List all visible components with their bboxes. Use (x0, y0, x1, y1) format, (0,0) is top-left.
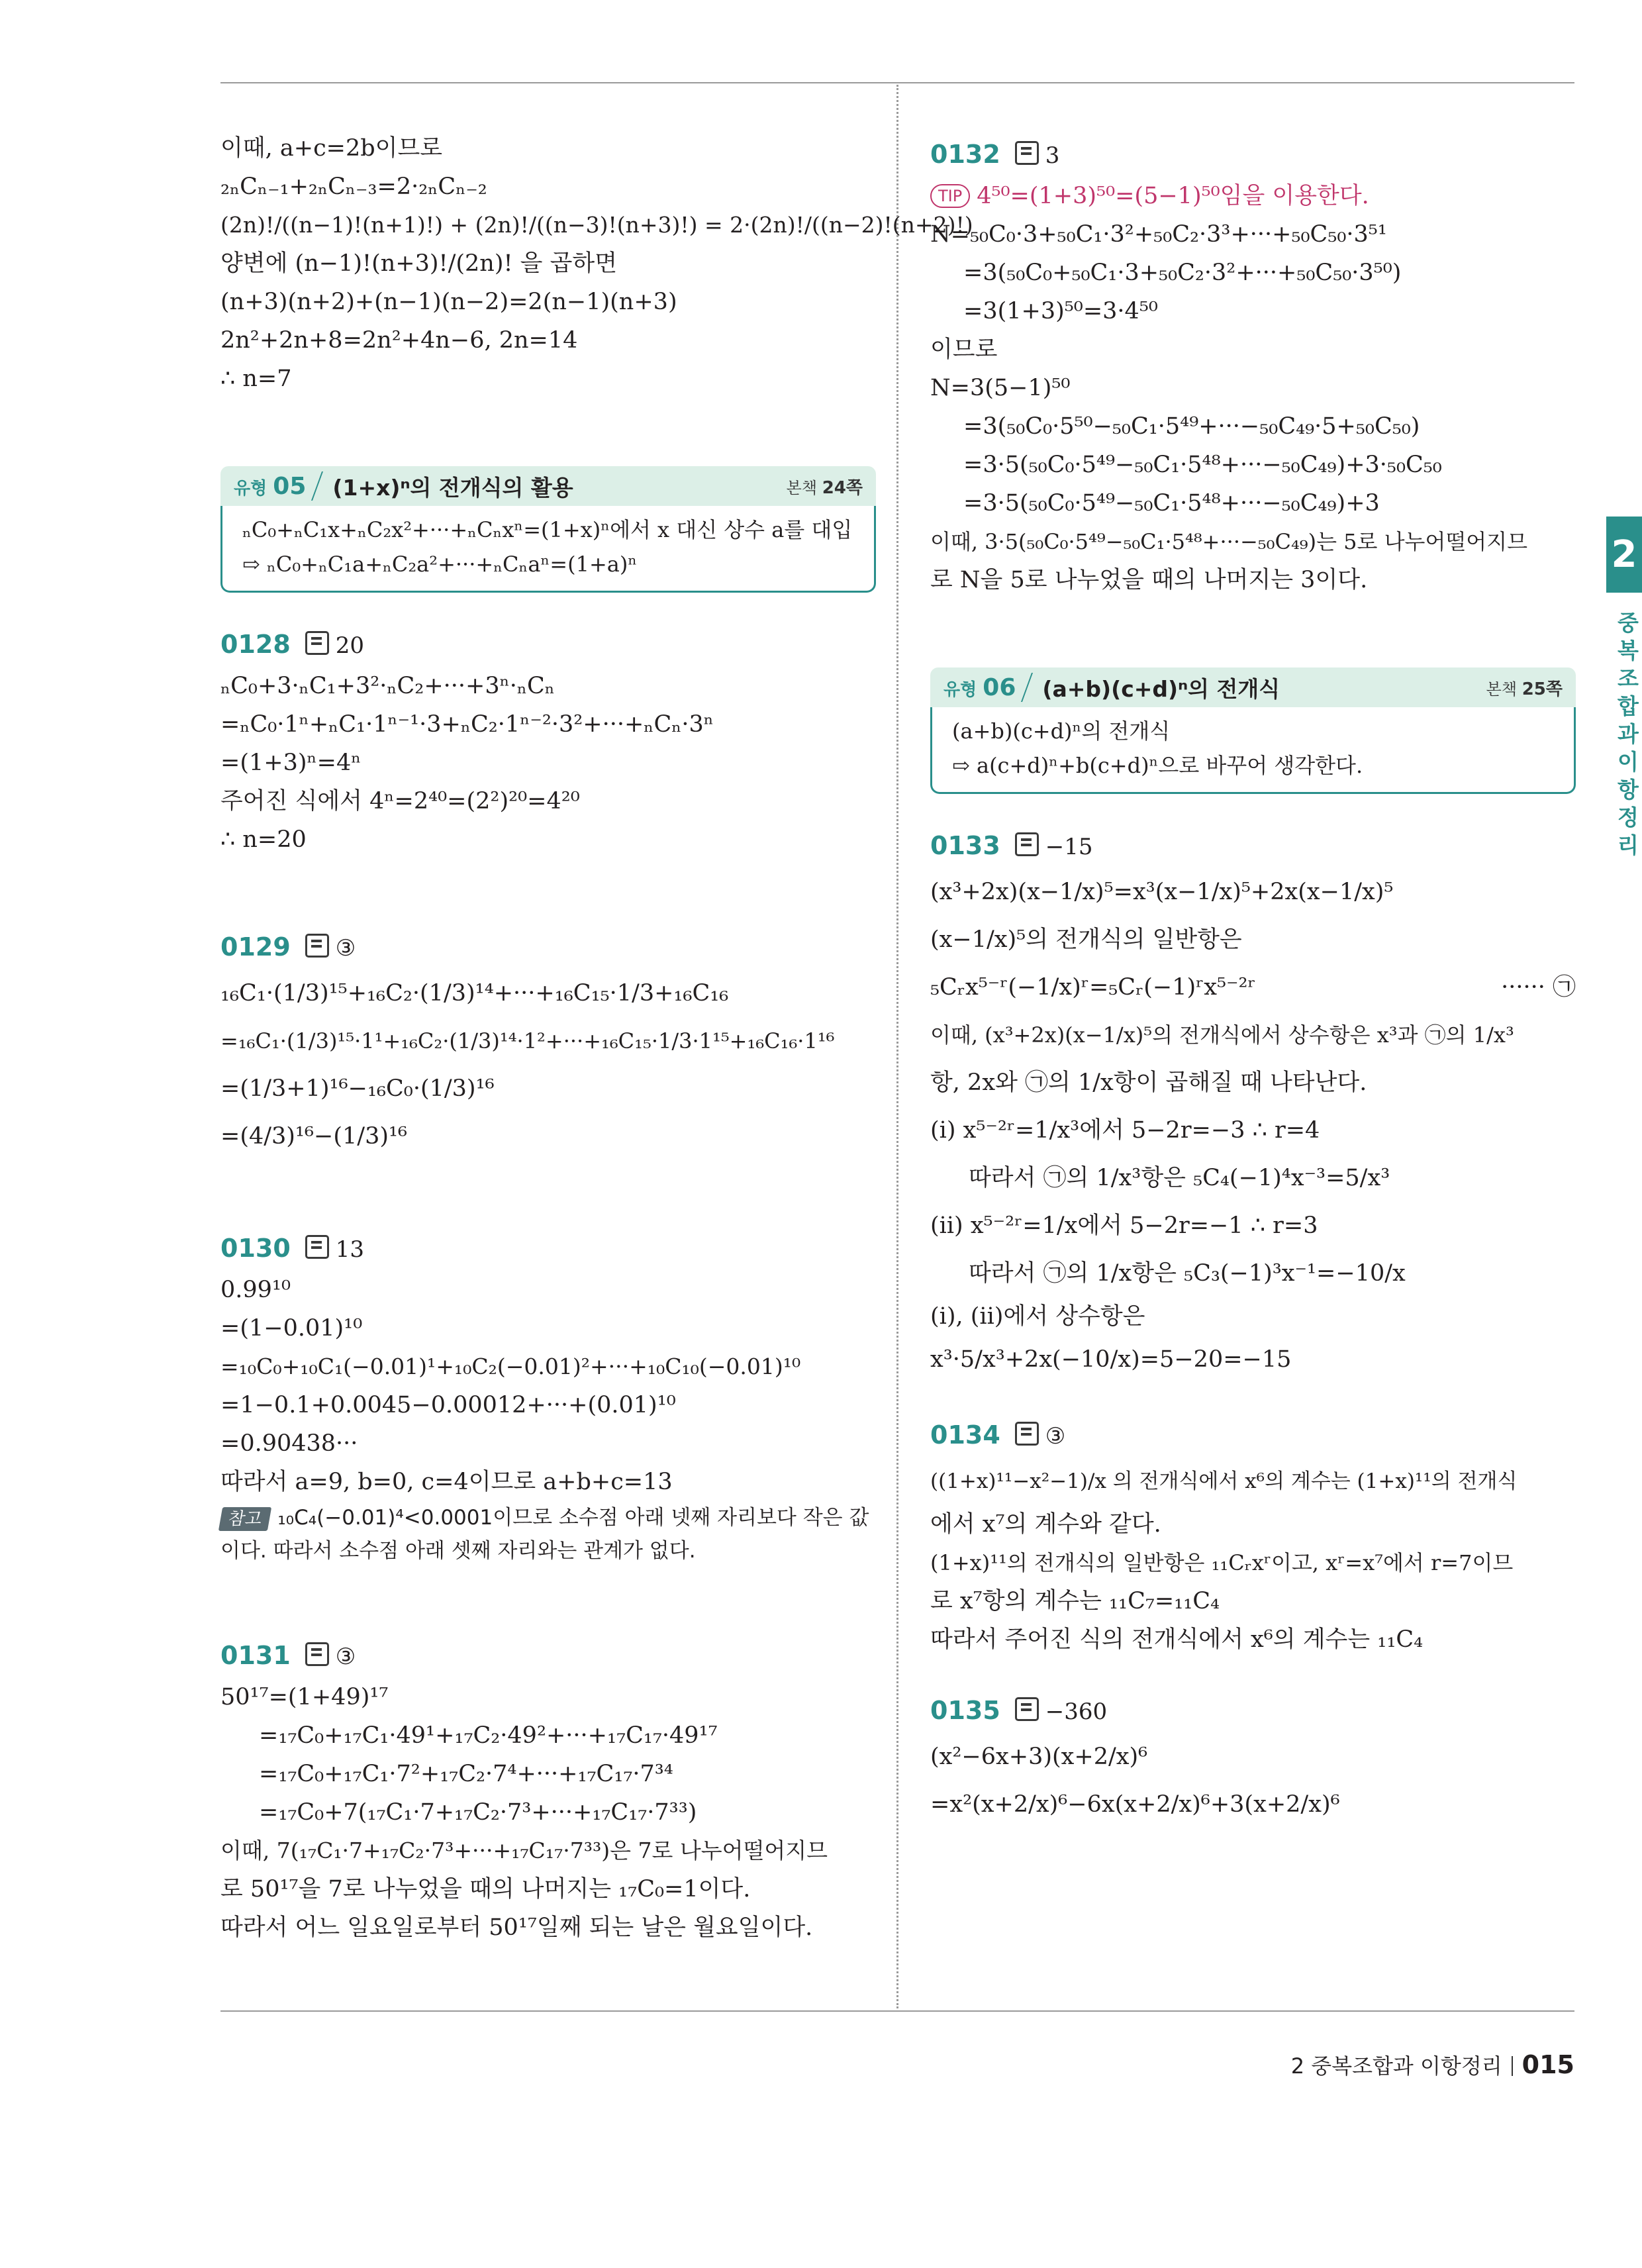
chapter-tab-label: 중복조합과 이항정리 (1618, 610, 1639, 858)
type-body-line: ⇨ ₙC₀+ₙC₁a+ₙC₂a²+···+ₙCₙaⁿ=(1+a)ⁿ (242, 552, 638, 577)
type-title: (1+x)ⁿ의 전개식의 활용 (332, 474, 573, 501)
solution-line: 0.99¹⁰ (220, 1277, 291, 1303)
problem-number: 0133 (930, 831, 1000, 860)
answer-icon (305, 1642, 329, 1666)
solution-line: =₁₇C₀+₁₇C₁·49¹+₁₇C₂·49²+···+₁₇C₁₇·49¹⁷ (259, 1722, 718, 1749)
solution-line: 이므로 (930, 336, 998, 363)
type-tag: 유형 06 (943, 673, 1016, 701)
answer-icon (305, 934, 329, 958)
chapter-tab: 2 (1606, 517, 1642, 593)
solution-line: =3(1+3)⁵⁰=3·4⁵⁰ (963, 298, 1158, 324)
type-separator (1021, 673, 1033, 702)
type-box-05 (220, 466, 876, 593)
general-term: ₅Cᵣx⁵⁻ʳ(−1/x)ʳ=₅Cᵣ(−1)ʳx⁵⁻²ʳ (930, 974, 1256, 1001)
answer-icon (1015, 1422, 1039, 1446)
answer: −360 (1045, 1699, 1108, 1725)
answer: 13 (335, 1236, 365, 1263)
type-body (930, 707, 1576, 794)
bottom-rule (220, 2010, 1574, 2012)
solution-line: =₁₇C₀+7(₁₇C₁·7+₁₇C₂·7³+···+₁₇C₁₇·7³³) (259, 1799, 697, 1826)
problem-number: 0131 (220, 1641, 291, 1670)
problem-header (220, 623, 876, 667)
solution-line: =1−0.1+0.0045−0.00012+···+(0.01)¹⁰ (220, 1392, 676, 1418)
column-divider (896, 85, 898, 2008)
type-header (220, 466, 876, 506)
solution-line: ((1+x)¹¹−x²−1)/x 의 전개식에서 x⁶의 계수는 (1+x)¹¹의 전개식 (930, 1469, 1518, 1493)
solution-line: (2n)!/((n−1)!(n+1)!) + (2n)!/((n−3)!(n+3)!) = 2·(2n)!/((n−2)!(n+2)!) (220, 212, 973, 238)
solution-line: =3(₅₀C₀+₅₀C₁·3+₅₀C₂·3²+···+₅₀C₅₀·3⁵⁰) (963, 260, 1402, 286)
solution-line: ₂ₙCₙ₋₁+₂ₙCₙ₋₃=2·₂ₙCₙ₋₂ (220, 173, 487, 200)
problem-number: 0134 (930, 1420, 1000, 1450)
solution-line: ∴ n=7 (220, 366, 292, 392)
solution-line: 이때, a+c=2b이므로 (220, 135, 443, 162)
solution-line: =0.90438··· (220, 1430, 358, 1457)
solution-line: 로 50¹⁷을 7로 나누었을 때의 나머지는 ₁₇C₀=1이다. (220, 1876, 751, 1902)
solution-line: =₁₆C₁·(1/3)¹⁵·1¹+₁₆C₂·(1/3)¹⁴·1²+···+₁₆C₁₅·1/3·1¹⁵+₁₆C₁₆·1¹⁶ (220, 1028, 835, 1054)
type-page-ref: 본책 25쪽 (1486, 679, 1563, 699)
problem-0135 (930, 1689, 1576, 1828)
answer-icon (305, 631, 329, 655)
type-header (930, 667, 1576, 707)
solution-line: 따라서 ㉠의 1/x항은 ₅C₃(−1)³x⁻¹=−10/x (969, 1260, 1406, 1287)
note-text: ₁₀C₄(−0.01)⁴<0.0001이므로 소수점 아래 넷째 자리보다 작은 값이다. 따라서 소수점 아래 셋째 자리와는 관계가 없다. (220, 1506, 869, 1563)
problem-0130 (220, 1227, 876, 1567)
solution-line: ₁₆C₁·(1/3)¹⁵+₁₆C₂·(1/3)¹⁴+···+₁₆C₁₅·1/3+₁₆C₁₆ (220, 980, 729, 1007)
solution-line: (x³+2x)(x−1/x)⁵=x³(x−1/x)⁵+2x(x−1/x)⁵ (930, 879, 1394, 905)
type-page-ref: 본책 24쪽 (786, 477, 863, 498)
problem-header (220, 1227, 876, 1271)
solution-line: =(1+3)ⁿ=4ⁿ (220, 750, 362, 776)
answer-icon (305, 1235, 329, 1259)
answer-icon (1015, 832, 1039, 856)
problem-header (930, 1689, 1576, 1733)
reference-note (220, 1501, 876, 1567)
solution-line: =3(₅₀C₀·5⁵⁰−₅₀C₁·5⁴⁹+···−₅₀C₄₉·5+₅₀C₅₀) (963, 413, 1420, 440)
answer-icon (1015, 141, 1039, 165)
type-tag: 유형 05 (234, 472, 307, 500)
answer: ③ (335, 1644, 356, 1670)
solution-line: 항, 2x와 ㉠의 1/x항이 곱해질 때 나타난다. (930, 1069, 1367, 1096)
solution-line: 로 x⁷항의 계수는 ₁₁C₇=₁₁C₄ (930, 1588, 1220, 1614)
solution-line: 따라서 어느 일요일로부터 50¹⁷일째 되는 날은 월요일이다. (220, 1914, 813, 1941)
note-tag: 참고 (218, 1507, 272, 1531)
problem-number: 0132 (930, 140, 1000, 169)
solution-line: =3·5(₅₀C₀·5⁴⁹−₅₀C₁·5⁴⁸+···−₅₀C₄₉)+3 (963, 490, 1380, 517)
solution-line: (x²−6x+3)(x+2/x)⁶ (930, 1744, 1148, 1770)
footer-separator (1512, 2056, 1513, 2076)
problem-header (930, 1414, 1576, 1457)
type-body-line: ⇨ a(c+d)ⁿ+b(c+d)ⁿ으로 바꾸어 생각한다. (952, 753, 1363, 778)
solution-line: 따라서 a=9, b=0, c=4이므로 a+b+c=13 (220, 1469, 673, 1495)
tip-text: 4⁵⁰=(1+3)⁵⁰=(5−1)⁵⁰임을 이용한다. (977, 183, 1369, 209)
right-column (930, 129, 1576, 1828)
solution-line: N=₅₀C₀·3+₅₀C₁·3²+₅₀C₂·3³+···+₅₀C₅₀·3⁵¹ (930, 221, 1387, 248)
page-number: 015 (1521, 2050, 1574, 2079)
solution-line: =(4/3)¹⁶−(1/3)¹⁶ (220, 1123, 408, 1150)
solution-line: 로 N을 5로 나누었을 때의 나머지는 3이다. (930, 567, 1368, 593)
problem-number: 0135 (930, 1696, 1000, 1725)
problem-0133 (930, 824, 1576, 1383)
answer: ③ (335, 935, 356, 961)
answer: 20 (335, 632, 365, 659)
solution-line: ∴ n=20 (220, 826, 307, 853)
solution-line: =ₙC₀·1ⁿ+ₙC₁·1ⁿ⁻¹·3+ₙC₂·1ⁿ⁻²·3²+···+ₙCₙ·3ⁿ (220, 711, 714, 738)
solution-line: x³·5/x³+2x(−10/x)=5−20=−15 (930, 1346, 1292, 1373)
problem-0131 (220, 1634, 876, 1947)
type-body-line: (a+b)(c+d)ⁿ의 전개식 (952, 718, 1171, 744)
problem-0134 (930, 1414, 1576, 1659)
problem-header (220, 1634, 876, 1678)
answer-icon (1015, 1697, 1039, 1721)
type-separator (311, 471, 323, 501)
tip-line (930, 177, 1576, 215)
page-footer (1291, 2049, 1574, 2080)
problem-0129 (220, 926, 876, 1160)
solution-line: 따라서 ㉠의 1/x³항은 ₅C₄(−1)⁴x⁻³=5/x³ (969, 1165, 1390, 1191)
problem-header (930, 133, 1576, 177)
solution-line: 양변에 (n−1)!(n+3)!/(2n)! 을 곱하면 (220, 250, 618, 277)
problem-number: 0129 (220, 932, 291, 961)
solution-line: 이때, 3·5(₅₀C₀·5⁴⁹−₅₀C₁·5⁴⁸+···−₅₀C₄₉)는 5로 나누어떨어지므 (930, 529, 1528, 554)
solution-line: =x²(x+2/x)⁶−6x(x+2/x)⁶+3(x+2/x)⁶ (930, 1791, 1340, 1818)
solution-line: (x−1/x)⁵의 전개식의 일반항은 (930, 926, 1242, 953)
type-box-06 (930, 667, 1576, 794)
top-rule (220, 82, 1574, 83)
solution-line: (n+3)(n+2)+(n−1)(n−2)=2(n−1)(n+3) (220, 289, 677, 315)
solution-line: 50¹⁷=(1+49)¹⁷ (220, 1684, 389, 1710)
solution-line: (ⅰ), (ⅱ)에서 상수항은 (930, 1303, 1145, 1330)
problem-number: 0128 (220, 630, 291, 659)
problem-header (220, 926, 876, 969)
type-body-line: ₙC₀+ₙC₁x+ₙC₂x²+···+ₙCₙxⁿ=(1+x)ⁿ에서 x 대신 상수 a를 대입 (242, 517, 853, 542)
solution-line: =(1/3+1)¹⁶−₁₆C₀·(1/3)¹⁶ (220, 1075, 495, 1102)
solution-line: 주어진 식에서 4ⁿ=2⁴⁰=(2²)²⁰=4²⁰ (220, 788, 580, 814)
equation-marker: ······ ㉠ (1501, 974, 1576, 1001)
solution-line: 이때, 7(₁₇C₁·7+₁₇C₂·7³+···+₁₇C₁₇·7³³)은 7로 나누어떨어지므 (220, 1838, 828, 1863)
tip-badge: TIP (930, 184, 970, 208)
solution-line: =3·5(₅₀C₀·5⁴⁹−₅₀C₁·5⁴⁸+···−₅₀C₄₉)+3·₅₀C₅₀ (963, 452, 1442, 478)
solution-line: (ⅱ) x⁵⁻²ʳ=1/x에서 5−2r=−1 ∴ r=3 (930, 1212, 1318, 1239)
solution-line: 2n²+2n+8=2n²+4n−6, 2n=14 (220, 327, 578, 354)
solution-line: =₁₇C₀+₁₇C₁·7²+₁₇C₂·7⁴+···+₁₇C₁₇·7³⁴ (259, 1761, 673, 1787)
type-title: (a+b)(c+d)ⁿ의 전개식 (1042, 675, 1280, 702)
solution-line (930, 963, 1576, 1011)
solution-line: 에서 x⁷의 계수와 같다. (930, 1511, 1161, 1538)
solution-line: 따라서 주어진 식의 전개식에서 x⁶의 계수는 ₁₁C₄ (930, 1626, 1424, 1653)
solution-line: N=3(5−1)⁵⁰ (930, 375, 1071, 401)
solution-line: =(1−0.01)¹⁰ (220, 1315, 363, 1342)
type-body (220, 506, 876, 593)
problem-number: 0130 (220, 1234, 291, 1263)
solution-line: 이때, (x³+2x)(x−1/x)⁵의 전개식에서 상수항은 x³과 ㉠의 1/x³ (930, 1022, 1514, 1048)
problem-0132 (930, 133, 1576, 599)
solution-line: (ⅰ) x⁵⁻²ʳ=1/x³에서 5−2r=−3 ∴ r=4 (930, 1117, 1320, 1144)
answer: −15 (1045, 834, 1093, 860)
answer: 3 (1045, 142, 1060, 169)
solution-line: ₙC₀+3·ₙC₁+3²·ₙC₂+···+3ⁿ·ₙCₙ (220, 673, 555, 699)
footer-chapter: 2 중복조합과 이항정리 (1290, 2053, 1502, 2079)
problem-header (930, 824, 1576, 868)
solution-line: (1+x)¹¹의 전개식의 일반항은 ₁₁Cᵣxʳ이고, xʳ=x⁷에서 r=7이므 (930, 1550, 1514, 1575)
solution-line: =₁₀C₀+₁₀C₁(−0.01)¹+₁₀C₂(−0.01)²+···+₁₀C₁₀(−0.01)¹⁰ (220, 1354, 801, 1379)
problem-0128 (220, 623, 876, 859)
answer: ③ (1045, 1423, 1066, 1450)
